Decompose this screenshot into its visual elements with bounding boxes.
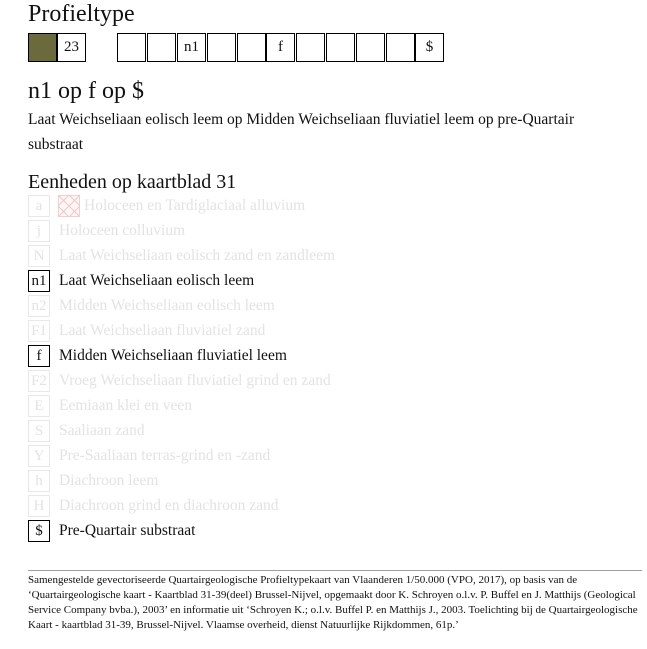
unit-code: j bbox=[28, 220, 50, 242]
unit-label: Holoceen colluvium bbox=[59, 222, 186, 239]
page-title: Profieltype bbox=[28, 1, 135, 27]
profile-slot bbox=[207, 33, 236, 62]
footer-divider bbox=[28, 570, 642, 571]
profile-slot: $ bbox=[415, 33, 444, 62]
unit-code: f bbox=[28, 345, 50, 367]
unit-label: Diachroon leem bbox=[59, 472, 159, 489]
source-citation: Samengestelde gevectoriseerde Quartairgeologische Profieltypekaart van Vlaanderen 1/50.000 (VPO, 2017), op basis van de ‘Quartairgeologische kaart - Kaartblad 31-39(deel) Brussel-Nijvel, opgemaakt door K. Schroyen o.l.v. P. Buffel en J. Matthijs (Geological Service Company bvba.), 2003’ en informatie uit ‘Schroyen K.; o.l.v. Buffel P. en Matthijs J., 2003. Toelichting bij de Quartairgeologische Kaart - kaartblad 31-39, Brussel-Nijvel. Vlaamse overheid, dienst Natuurlijke Rijkdommen, 61p.’ bbox=[28, 574, 638, 631]
unit-code: F1 bbox=[28, 320, 50, 342]
unit-label: Pre-Saaliaan terras-grind en -zand bbox=[59, 447, 271, 464]
unit-label: Midden Weichseliaan fluviatiel leem bbox=[59, 347, 287, 364]
unit-code: h bbox=[28, 470, 50, 492]
unit-code: S bbox=[28, 420, 50, 442]
profile-slot bbox=[386, 33, 415, 62]
unit-code: N bbox=[28, 245, 50, 267]
profile-slot bbox=[356, 33, 385, 62]
profile-number: 23 bbox=[57, 33, 86, 62]
unit-label: Laat Weichseliaan eolisch leem bbox=[59, 272, 255, 289]
profile-description: Laat Weichseliaan eolisch leem op Midden Weichseliaan fluviatiel leem op pre-Quartair substraat bbox=[28, 111, 575, 153]
units-heading: Eenheden op kaartblad 31 bbox=[28, 171, 237, 193]
profile-slot bbox=[147, 33, 176, 62]
profile-slot bbox=[296, 33, 325, 62]
unit-code: F2 bbox=[28, 370, 50, 392]
unit-code: a bbox=[28, 195, 50, 217]
profile-slot: f bbox=[266, 33, 295, 62]
unit-label: Holoceen en Tardiglaciaal alluvium bbox=[84, 197, 306, 214]
unit-code: n1 bbox=[28, 270, 50, 292]
unit-label: Laat Weichseliaan fluviatiel zand bbox=[59, 322, 266, 339]
unit-label: Pre-Quartair substraat bbox=[59, 522, 196, 539]
profile-code: n1 op f op $ bbox=[28, 78, 144, 104]
profile-color-swatch bbox=[28, 33, 57, 62]
unit-label: Midden Weichseliaan eolisch leem bbox=[59, 297, 275, 314]
unit-label: Eemiaan klei en veen bbox=[59, 397, 192, 414]
unit-label: Vroeg Weichseliaan fluviatiel grind en zand bbox=[59, 372, 331, 389]
unit-code: Y bbox=[28, 445, 50, 467]
unit-code: $ bbox=[28, 520, 50, 542]
profile-slot bbox=[326, 33, 355, 62]
unit-label: Diachroon grind en diachroon zand bbox=[59, 497, 279, 514]
profile-slot: n1 bbox=[177, 33, 206, 62]
alluvium-hatch-icon bbox=[58, 195, 80, 217]
unit-code: E bbox=[28, 395, 50, 417]
unit-code: n2 bbox=[28, 295, 50, 317]
unit-label: Saaliaan zand bbox=[59, 422, 145, 439]
profile-slot bbox=[117, 33, 146, 62]
profile-slot bbox=[237, 33, 266, 62]
unit-code: H bbox=[28, 495, 50, 517]
unit-label: Laat Weichseliaan eolisch zand en zandleem bbox=[59, 247, 336, 264]
